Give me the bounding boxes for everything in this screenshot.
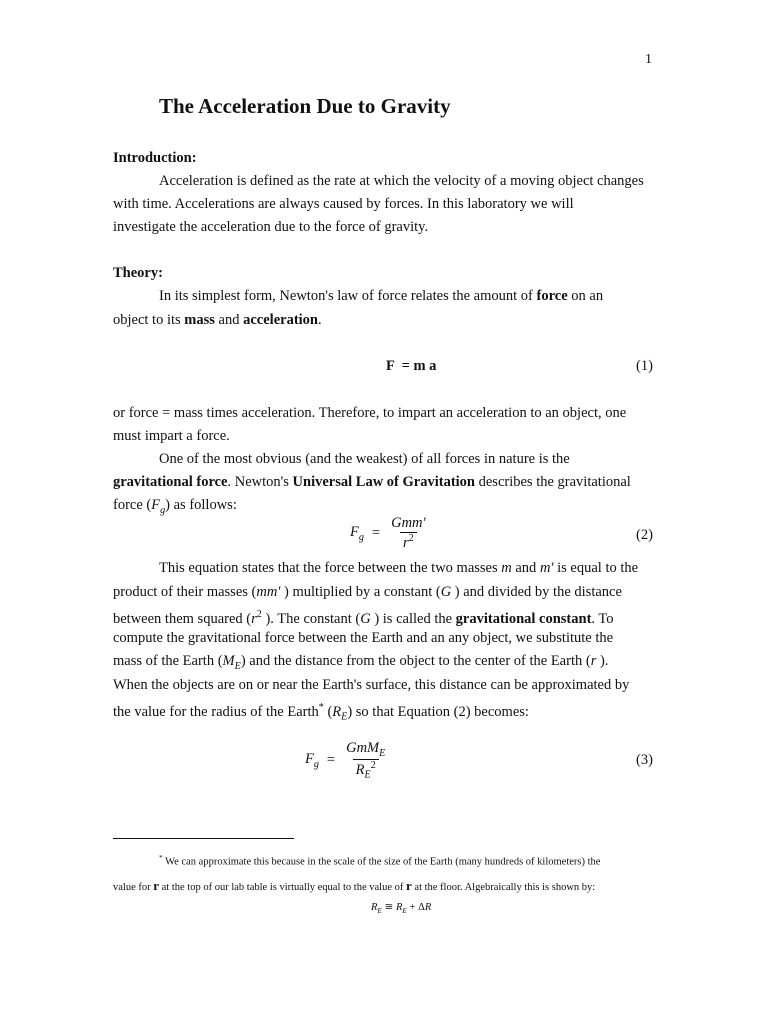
theory-p3-line-1: One of the most obvious (and the weakest) of all forces in nature is the <box>159 451 570 467</box>
fraction <box>388 515 429 552</box>
theory-p2-line-1: or force = mass times acceleration. Therefore, to impart an acceleration to an object, one <box>113 405 627 421</box>
math-sup: 2 <box>370 759 376 771</box>
page-title: The Acceleration Due to Gravity <box>159 94 451 118</box>
math-sub: E <box>377 906 382 916</box>
text-run: at the top of our lab table is virtually equal to the value of <box>159 882 406 893</box>
math-sub: E <box>364 769 371 781</box>
text-run: object to its <box>113 312 185 328</box>
bold-term-acceleration: acceleration <box>243 312 318 328</box>
intro-line-2: with time. Accelerations are always caused by forces. In this laboratory we will <box>113 196 574 212</box>
math-var: M <box>222 653 235 669</box>
text-run: ) so that Equation (2) becomes: <box>347 703 529 720</box>
theory-p3-line-2 <box>113 472 631 492</box>
bold-term-universal-law: Universal Law of Gravitation <box>292 474 475 490</box>
text-run: value for <box>113 882 154 893</box>
intro-line-1: Acceleration is defined as the rate at which the velocity of a moving object changes <box>159 173 644 189</box>
text-run: ) and the distance from the object to the center of the Earth ( <box>240 653 591 669</box>
math-var: R <box>424 902 432 913</box>
math-var: G <box>360 610 371 627</box>
theory-p4-line-4: compute the gravitational force between the Earth and an any object, we substitute the <box>113 630 614 646</box>
text-run: product of their masses ( <box>113 584 257 600</box>
bold-term-gravitational-constant: gravitational constant <box>455 610 592 627</box>
math-var: F <box>305 750 314 767</box>
equation-2 <box>350 515 429 552</box>
text-run: on an <box>567 288 604 304</box>
footnote-marker: * <box>318 702 324 713</box>
fraction-numerator: Gmm' <box>391 515 426 531</box>
math-var: m' <box>539 560 554 576</box>
text-run: ). The constant ( <box>261 610 361 627</box>
math-sub: g <box>160 504 166 516</box>
math-sub: g <box>313 758 319 770</box>
theory-p4-line-2 <box>113 582 622 602</box>
text-run: ) as follows: <box>165 497 237 513</box>
text-run: ( <box>323 703 333 720</box>
math-op: + Δ <box>406 902 425 913</box>
text-run: ). <box>596 653 609 669</box>
math-sub: E <box>379 747 386 759</box>
footnote-line-1 <box>159 853 600 868</box>
text-run: ) and divided by the distance <box>451 584 622 600</box>
math-var: r <box>590 653 597 669</box>
theory-p1-line-2 <box>113 310 322 330</box>
math-var: r <box>403 534 409 551</box>
text-run: In its simplest form, Newton's law of force relates the amount of <box>159 288 537 304</box>
equation-3-number: (3) <box>636 752 653 768</box>
text-run: and <box>511 560 540 576</box>
text-run: is equal to the <box>553 560 639 576</box>
page-number: 1 <box>645 52 652 67</box>
footnote-divider <box>113 838 294 839</box>
math-var: mm' <box>256 584 281 600</box>
math-sub: E <box>402 906 407 916</box>
math-sub: E <box>341 711 348 723</box>
math-var: R <box>395 902 403 913</box>
math-var: m <box>501 560 512 576</box>
fraction-denominator <box>353 759 379 781</box>
math-var: GmM <box>346 740 380 756</box>
math-op: ≅ <box>381 902 396 913</box>
intro-heading: Introduction: <box>113 150 197 166</box>
equation-1: F = m a <box>386 358 437 374</box>
text-run: describes the gravitational <box>475 474 631 490</box>
bold-term-mass: mass <box>184 312 215 328</box>
equals-sign: = <box>326 751 336 768</box>
text-run: and <box>214 312 244 328</box>
equation-2-number: (2) <box>636 527 653 543</box>
equation-3 <box>305 740 388 781</box>
footnote-equation <box>371 901 431 915</box>
bold-term-gravitational-force: gravitational force <box>113 474 228 490</box>
fraction-numerator <box>343 740 388 759</box>
theory-p3-line-3 <box>113 495 237 521</box>
equals-sign: = <box>371 524 381 541</box>
theory-p4-line-5 <box>113 651 608 677</box>
text-run: . <box>318 312 322 328</box>
footnote-line-2 <box>113 878 595 894</box>
text-run: ) multiplied by a constant ( <box>280 584 441 600</box>
text-run: mass of the Earth ( <box>113 653 223 669</box>
equation-1-number: (1) <box>636 358 653 374</box>
math-var: G <box>440 584 452 600</box>
text-run: force ( <box>113 497 152 513</box>
footnote-marker: * <box>159 853 163 862</box>
text-run: the value for the radius of the Earth <box>113 703 319 720</box>
math-var: F <box>350 523 359 540</box>
fraction <box>343 740 388 781</box>
theory-p2-line-2: must impart a force. <box>113 428 230 444</box>
math-sup: 2 <box>256 609 262 620</box>
math-sub: g <box>358 531 364 543</box>
text-run: ) is called the <box>370 610 456 627</box>
theory-p4-line-7 <box>113 698 529 728</box>
math-var: r <box>251 610 257 627</box>
theory-p1-line-1 <box>159 286 603 306</box>
theory-p4-line-1 <box>159 558 638 578</box>
math-sup: 2 <box>408 533 414 544</box>
text-run: We can approximate this because in the scale of the size of the Earth (many hundreds of kilometers) the <box>162 856 601 868</box>
math-var: R <box>355 761 365 778</box>
math-var: F <box>151 497 161 513</box>
theory-p4-line-3 <box>113 605 614 629</box>
text-run: . To <box>591 610 614 627</box>
bold-var: r <box>406 878 412 893</box>
text-run: at the floor. Algebraically this is shown by: <box>411 882 596 893</box>
theory-p4-line-6: When the objects are on or near the Earth's surface, this distance can be approximated by <box>113 677 630 693</box>
fraction-denominator <box>400 532 417 552</box>
text-run: This equation states that the force between the two masses <box>159 560 502 576</box>
math-var: R <box>371 902 378 913</box>
bold-var: r <box>153 878 160 893</box>
math-sub: E <box>234 660 241 672</box>
intro-line-3: investigate the acceleration due to the force of gravity. <box>113 219 429 235</box>
theory-heading: Theory: <box>113 265 163 281</box>
bold-term-force: force <box>536 288 568 304</box>
text-run: between them squared ( <box>113 610 252 627</box>
math-var: R <box>332 703 342 720</box>
text-run: . Newton's <box>227 474 293 490</box>
